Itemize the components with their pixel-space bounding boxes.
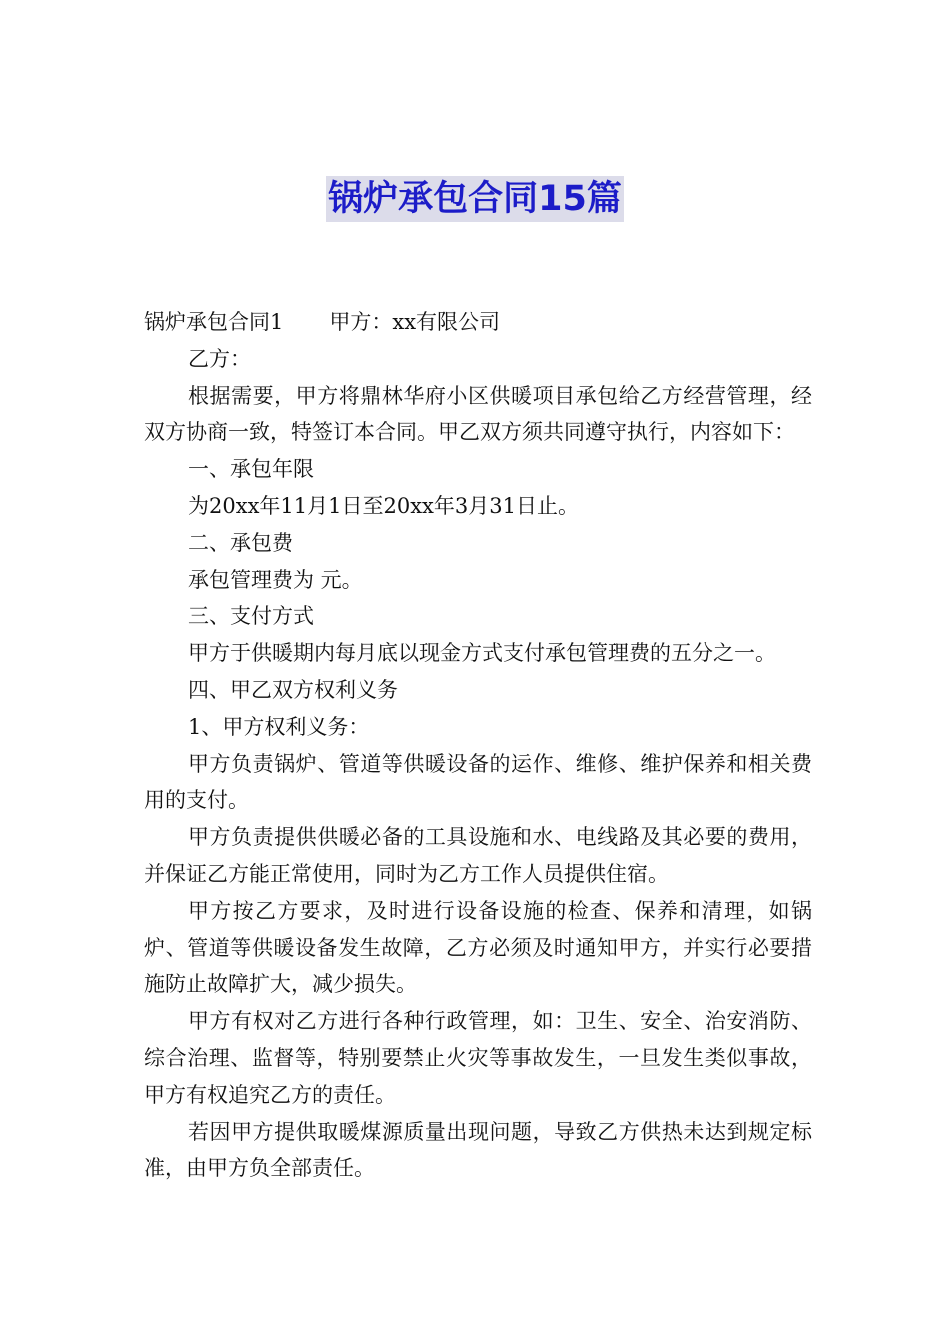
document-title: 锅炉承包合同15篇 bbox=[326, 176, 624, 222]
paragraph: 四、甲乙双方权利义务 bbox=[188, 677, 398, 702]
paragraph: 1、甲方权利义务： bbox=[188, 714, 370, 739]
paragraph: 乙方： bbox=[188, 346, 251, 371]
paragraph: 为20xx年11月1日至20xx年3月31日止。 bbox=[188, 493, 579, 518]
paragraph: 根据需要，甲方将鼎林华府小区供暖项目承包给乙方经营管理，经双方协商一致，特签订本合同。甲乙双方须共同遵守执行，内容如下： bbox=[144, 383, 812, 445]
paragraph: 若因甲方提供取暖煤源质量出现问题，导致乙方供热未达到规定标准，由甲方负全部责任。 bbox=[144, 1119, 812, 1181]
paragraph: 甲方有权对乙方进行各种行政管理，如：卫生、安全、治安消防、综合治理、监督等，特别要禁止火灾等事故发生，一旦发生类似事故，甲方有权追究乙方的责任。 bbox=[144, 1009, 812, 1107]
title-wrap bbox=[0, 176, 950, 222]
document-body bbox=[144, 304, 812, 1187]
paragraph: 承包管理费为 元。 bbox=[188, 567, 363, 592]
paragraph: 一、承包年限 bbox=[188, 457, 314, 482]
paragraph: 甲方于供暖期内每月底以现金方式支付承包管理费的五分之一。 bbox=[188, 641, 776, 666]
party-a-line: 甲方：xx有限公司 bbox=[329, 310, 501, 334]
paragraph: 甲方负责锅炉、管道等供暖设备的运作、维修、维护保养和相关费用的支付。 bbox=[144, 751, 812, 813]
paragraph: 甲方负责提供供暖必备的工具设施和水、电线路及其必要的费用，并保证乙方能正常使用，同时为乙方工作人员提供住宿。 bbox=[144, 825, 812, 886]
paragraph: 三、支付方式 bbox=[188, 604, 314, 629]
first-line bbox=[144, 304, 812, 341]
paragraph: 甲方按乙方要求，及时进行设备设施的检查、保养和清理，如锅炉、管道等供暖设备发生故障，乙方必须及时通知甲方，并实行必要措施防止故障扩大，减少损失。 bbox=[144, 898, 812, 997]
paragraph: 二、承包费 bbox=[188, 530, 293, 555]
contract-heading: 锅炉承包合同1 bbox=[144, 310, 284, 334]
